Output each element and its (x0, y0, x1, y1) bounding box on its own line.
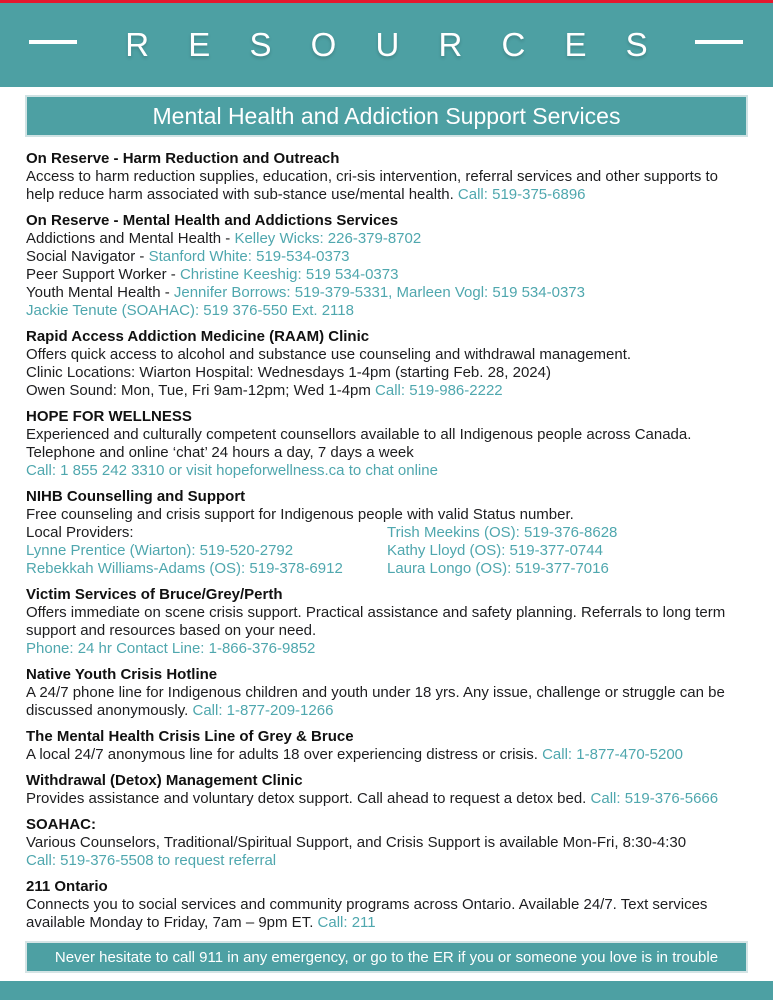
contact-text: Trish Meekins (OS): 519-376-8628 (387, 524, 618, 541)
resource-line (26, 560, 387, 578)
contact-text: Call: 1 855 242 3310 or visit hopeforwellness.ca to chat online (26, 462, 438, 479)
resource-heading: 211 Ontario (26, 878, 108, 895)
contact-text: Call: 519-986-2222 (375, 382, 503, 399)
emergency-notice-text: Never hesitate to call 911 in any emergency, or go to the ER if you or someone you love is in trouble (54, 948, 719, 966)
contact-text: Laura Longo (OS): 519-377-7016 (387, 560, 609, 577)
body-text: Peer Support Worker - (26, 266, 180, 283)
resource-heading: Rapid Access Addiction Medicine (RAAM) Clinic (26, 328, 370, 345)
resource-line (26, 266, 747, 284)
contact-text: Call: 1-877-470-5200 (542, 746, 684, 763)
resource-section (26, 878, 747, 932)
resource-heading: The Mental Health Crisis Line of Grey & Bruce (26, 728, 354, 745)
contact-text: Rebekkah Williams-Adams (OS): 519-378-6912 (26, 560, 343, 577)
body-text: Offers immediate on scene crisis support. Practical assistance and safety planning. Referrals to long term support and resources based on your need. (26, 604, 726, 639)
banner-title: Mental Health and Addiction Support Services (152, 102, 621, 129)
providers-column (387, 524, 747, 578)
resource-heading: Withdrawal (Detox) Management Clinic (26, 772, 303, 789)
contact-text: Kathy Lloyd (OS): 519-377-0744 (387, 542, 603, 559)
section-title-banner (25, 95, 748, 137)
body-text: Experienced and culturally competent counsellors available to all Indigenous people across Canada. (26, 426, 692, 443)
resource-heading: NIHB Counselling and Support (26, 488, 246, 505)
body-text: Addictions and Mental Health - (26, 230, 235, 247)
resource-line (26, 506, 747, 524)
body-text: Access to harm reduction supplies, education, cri-sis intervention, referral services and other supports to help reduce harm associated with sub-stance use/mental health. (26, 168, 718, 203)
body-text: Connects you to social services and community programs across Ontario. Available 24/7. Text services available Monday to Friday, 7am – 9pm ET. (26, 896, 708, 931)
footer-bar (0, 981, 773, 1000)
contact-text: Call: 519-376-5666 (590, 790, 719, 807)
resource-line (26, 524, 387, 542)
resource-section (26, 212, 747, 320)
body-text: Social Navigator - (26, 248, 149, 265)
resource-heading: HOPE FOR WELLNESS (26, 408, 192, 425)
resource-line (26, 542, 387, 560)
body-text: A local 24/7 anonymous line for adults 18 over experiencing distress or crisis. (26, 746, 543, 763)
resource-line (26, 746, 747, 764)
resource-heading: SOAHAC: (26, 816, 96, 833)
resource-line (26, 604, 747, 640)
contact-text: Kelley Wicks: 226-379-8702 (234, 230, 422, 247)
emergency-notice (25, 941, 748, 973)
resource-line (26, 284, 747, 302)
resource-section (26, 150, 747, 204)
contact-text: Phone: 24 hr Contact Line: 1-866-376-9852 (26, 640, 316, 657)
page-title: R E S O U R C E S (125, 26, 663, 63)
resource-line (26, 382, 747, 400)
header-banner (0, 3, 773, 87)
contact-text: Jackie Tenute (SOAHAC): 519 376-550 Ext. 2118 (26, 302, 354, 319)
resource-section (26, 772, 747, 808)
body-text: Offers quick access to alcohol and substance use counseling and withdrawal management. (26, 346, 632, 363)
resource-line (26, 230, 747, 248)
resource-line (26, 852, 747, 870)
providers-column (26, 524, 387, 578)
resource-section (26, 666, 747, 720)
body-text: Owen Sound: Mon, Tue, Fri 9am-12pm; Wed 1-4pm (26, 382, 376, 399)
resource-heading: On Reserve - Harm Reduction and Outreach (26, 150, 340, 167)
body-text: Provides assistance and voluntary detox support. Call ahead to request a detox bed. (26, 790, 591, 807)
right-dash-decoration (695, 40, 743, 44)
resource-line (26, 426, 747, 444)
contact-text: Call: 1-877-209-1266 (192, 702, 334, 719)
body-text: Local Providers: (26, 524, 134, 541)
resource-list (0, 137, 773, 932)
body-text: Clinic Locations: Wiarton Hospital: Wednesdays 1-4pm (starting Feb. 28, 2024) (26, 364, 551, 381)
resource-heading: Native Youth Crisis Hotline (26, 666, 218, 683)
resource-line (387, 560, 747, 578)
resource-section (26, 408, 747, 480)
resource-heading: Victim Services of Bruce/Grey/Perth (26, 586, 283, 603)
body-text: A 24/7 phone line for Indigenous children and youth under 18 yrs. Any issue, challenge or struggle can be discussed anonymously. (26, 684, 725, 719)
resource-line (26, 684, 747, 720)
resource-line (26, 640, 747, 658)
resource-line (26, 248, 747, 266)
contact-text: Jennifer Borrows: 519-379-5331, Marleen Vogl: 519 534-0373 (173, 284, 585, 301)
resource-line (26, 834, 747, 852)
resource-line (26, 302, 747, 320)
contact-text: Lynne Prentice (Wiarton): 519-520-2792 (26, 542, 294, 559)
resource-line (26, 790, 747, 808)
contact-text: Call: 519-375-6896 (457, 186, 586, 203)
resource-section (26, 488, 747, 578)
resource-line (387, 542, 747, 560)
providers-columns (26, 524, 747, 578)
resource-line (26, 462, 747, 480)
left-dash-decoration (29, 40, 77, 44)
contact-text: Christine Keeshig: 519 534-0373 (179, 266, 399, 283)
resource-heading: On Reserve - Mental Health and Addictions Services (26, 212, 399, 229)
resource-line (26, 896, 747, 932)
resource-line (26, 346, 747, 364)
resource-section (26, 728, 747, 764)
body-text: Various Counselors, Traditional/Spiritual Support, and Crisis Support is available Mon-Fri, 8:30-4:30 (26, 834, 687, 851)
resource-section (26, 328, 747, 400)
body-text: Youth Mental Health - (26, 284, 174, 301)
resource-line (26, 444, 747, 462)
resource-section (26, 586, 747, 658)
contact-text: Call: 519-376-5508 to request referral (26, 852, 277, 869)
body-text: Telephone and online ‘chat’ 24 hours a day, 7 days a week (26, 444, 414, 461)
resource-line (387, 524, 747, 542)
body-text: Free counseling and crisis support for Indigenous people with valid Status number. (26, 506, 574, 523)
resource-line (26, 168, 747, 204)
contact-text: Call: 211 (317, 914, 376, 931)
contact-text: Stanford White: 519-534-0373 (148, 248, 350, 265)
resource-section (26, 816, 747, 870)
resource-line (26, 364, 747, 382)
